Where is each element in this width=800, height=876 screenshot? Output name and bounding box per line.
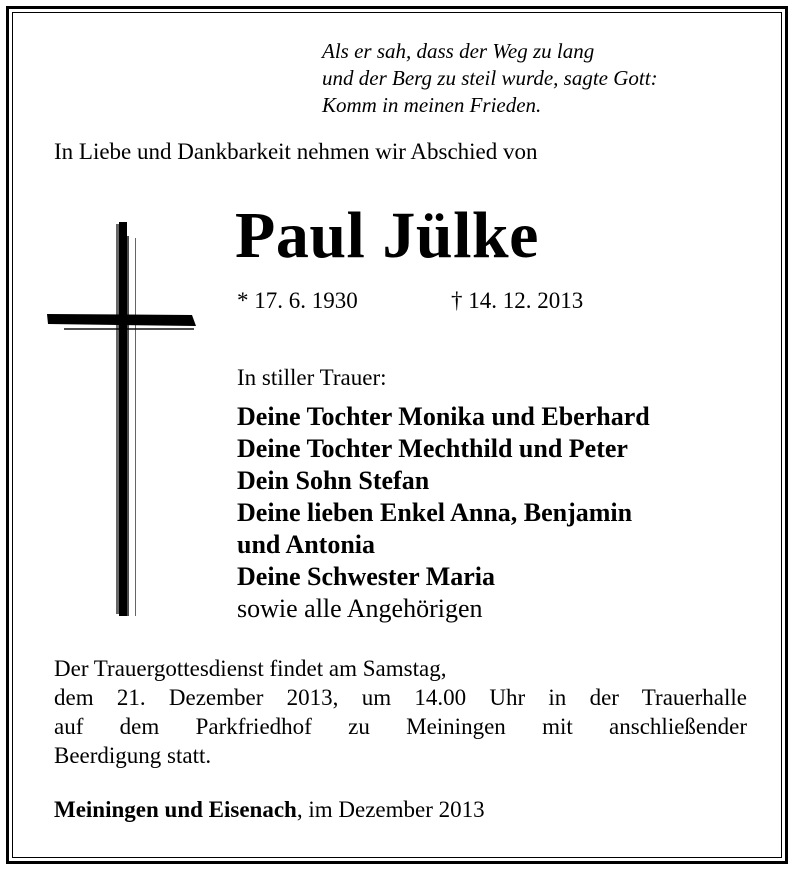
mourners-intro: In stiller Trauer: bbox=[237, 365, 387, 390]
service-line: Beerdigung statt. bbox=[54, 743, 212, 768]
closing-places: Meiningen und Eisenach bbox=[54, 797, 297, 822]
service-line: auf dem Parkfriedhof zu Meiningen mit anschließender bbox=[54, 714, 747, 739]
mourners-list bbox=[237, 401, 650, 625]
verse-line: und der Berg zu steil wurde, sagte Gott: bbox=[322, 66, 658, 90]
service-line: dem 21. Dezember 2013, um 14.00 Uhr in der Trauerhalle bbox=[54, 685, 747, 710]
death-date: † 14. 12. 2013 bbox=[451, 288, 584, 313]
birth-date: * 17. 6. 1930 bbox=[237, 288, 358, 313]
intro-text: In Liebe und Dankbarkeit nehmen wir Abschied von bbox=[54, 139, 538, 164]
verse bbox=[322, 38, 658, 119]
other-relatives: sowie alle Angehörigen bbox=[237, 594, 483, 623]
mourner-entry: Deine lieben Enkel Anna, Benjamin bbox=[237, 498, 633, 527]
mourner-entry: Deine Tochter Monika und Eberhard bbox=[237, 402, 650, 431]
deceased-name: Paul Jülke bbox=[235, 199, 539, 272]
mourner-entry: und Antonia bbox=[237, 530, 376, 559]
mourner-entry: Deine Schwester Maria bbox=[237, 562, 496, 591]
service-line: Der Trauergottesdienst findet am Samstag, bbox=[54, 656, 447, 681]
mourner-entry: Deine Tochter Mechthild und Peter bbox=[237, 434, 628, 463]
closing-line bbox=[54, 797, 485, 823]
mourner-entry: Dein Sohn Stefan bbox=[237, 466, 430, 495]
verse-line: Komm in meinen Frieden. bbox=[322, 93, 542, 117]
cross-icon bbox=[44, 222, 204, 622]
verse-line: Als er sah, dass der Weg zu lang bbox=[322, 39, 595, 63]
closing-date: , im Dezember 2013 bbox=[296, 797, 485, 822]
service-info bbox=[54, 654, 747, 770]
